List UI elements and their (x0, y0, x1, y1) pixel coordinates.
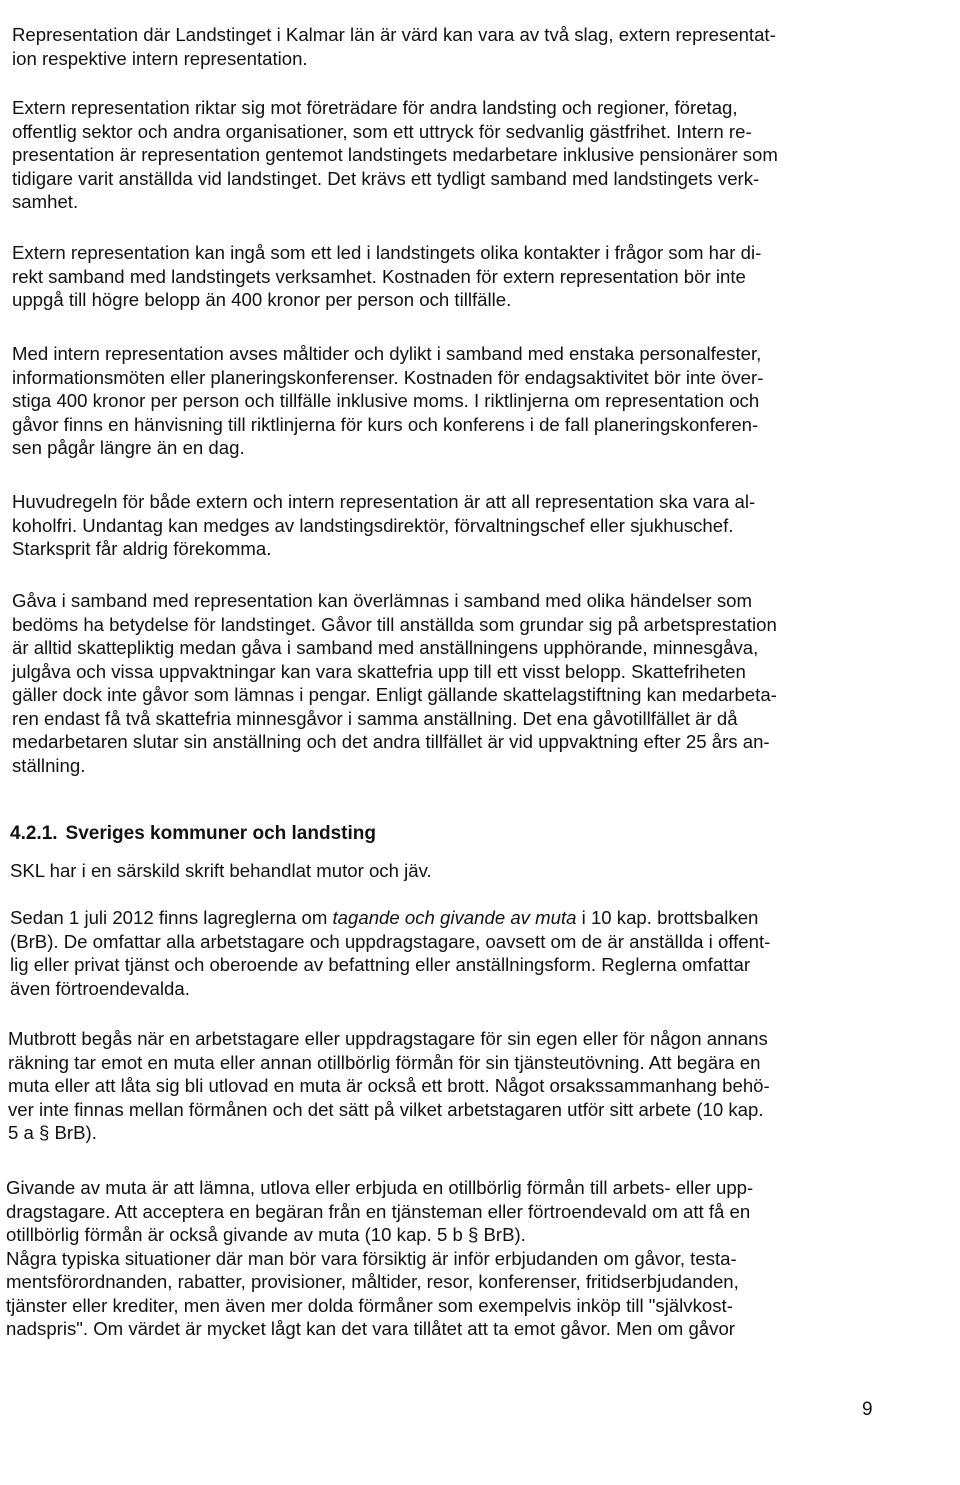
paragraph-intern-representation (12, 342, 902, 460)
text-line: ställning. (12, 754, 86, 776)
text-line: (BrB). De omfattar alla arbetstagare och uppdragstagare, oavsett om de är anställda i offent- (10, 930, 771, 952)
text-line: Med intern representation avses måltider och dylikt i samband med enstaka personalfester, (12, 343, 762, 364)
text-line: koholfri. Undantag kan medges av landstingsdirektör, förvaltningschef eller sjukhuschef. (12, 514, 734, 536)
text-line: bedöms ha betydelse för landstinget. Gåvor till anställda som grundar sig på arbetsprestation (12, 613, 777, 635)
text-line: ren endast få två skattefria minnesgåvor i samma anställning. Det ena gåvotillfället är då (12, 707, 738, 729)
text-line-mixed (10, 906, 900, 930)
text-line: gäller dock inte gåvor som lämnas i pengar. Enligt gällande skattelagstiftning kan medarbeta- (12, 684, 777, 705)
text-line: dragstagare. Att acceptera en begäran från en tjänsteman eller förtroendevald om att få en (6, 1200, 751, 1222)
text-line: medarbetaren slutar sin anställning och det andra tillfället är vid uppvaktning efter 25 års an- (12, 731, 770, 752)
text-line: är alltid skattepliktig medan gåva i samband med anställningens upphörande, minnesgåva, (12, 637, 759, 658)
paragraph-gifts (12, 589, 902, 777)
text-line: nadspris". Om värdet är mycket lågt kan det vara tillåtet att ta emot gåvor. Men om gåvor (6, 1318, 735, 1339)
section-number: 4.2.1. (10, 823, 58, 844)
paragraph-mutbrott (8, 1027, 898, 1145)
text-line: offentlig sektor och andra organisationer, som ett uttryck för sedvanlig gästfrihet. Intern re- (12, 120, 752, 142)
paragraph-representation-types (12, 23, 902, 70)
paragraph-skl (10, 859, 900, 883)
section-title: Sveriges kommuner och landsting (65, 823, 376, 844)
text-line: tjänster eller krediter, men även mer dolda förmåner som exempelvis inköp till "självkost- (6, 1294, 733, 1316)
paragraph-extern-cost (12, 241, 902, 312)
text-line: Några typiska situationer där man bör vara försiktig är inför erbjudanden om gåvor, testa- (6, 1247, 737, 1269)
text-line: Extern representation riktar sig mot företrädare för andra landsting och regioner, företag, (12, 97, 738, 118)
text-line: Representation där Landstinget i Kalmar län är värd kan vara av två slag, extern representat- (12, 24, 776, 45)
text-segment: i 10 kap. brottsbalken (576, 907, 759, 928)
text-line: Huvudregeln för både extern och intern representation är att all representation ska vara al- (12, 491, 756, 512)
text-line: även förtroendevalda. (10, 977, 190, 999)
text-line: Gåva i samband med representation kan överlämnas i samband med olika händelser som (12, 590, 753, 611)
text-line: mentsförordnanden, rabatter, provisioner, måltider, resor, konferenser, fritidserbjudanden, (6, 1271, 739, 1292)
text-line: tidigare varit anställda vid landstinget. Det krävs ett tydligt samband med landstingets verk- (12, 167, 760, 189)
text-line: ver inte finnas mellan förmånen och det sätt på vilket arbetstagaren utför sitt arbete (10 kap. (8, 1098, 764, 1120)
text-line: uppgå till högre belopp än 400 kronor per person och tillfälle. (12, 289, 512, 310)
text-line: julgåva och vissa uppvaktningar kan vara skattefria upp till ett visst belopp. Skattefriheten (12, 660, 746, 682)
text-line: Givande av muta är att lämna, utlova eller erbjuda en otillbörlig förmån till arbets- eller upp- (6, 1177, 754, 1198)
text-segment: Sedan 1 juli 2012 finns lagreglerna om (10, 907, 333, 928)
paragraph-extern-intern-definition (12, 96, 902, 214)
text-line: samhet. (12, 191, 79, 212)
section-heading (10, 822, 376, 846)
text-line: otillbörlig förmån är också givande av muta (10 kap. 5 b § BrB). (6, 1224, 526, 1245)
text-line: informationsmöten eller planeringskonferenser. Kostnaden för endagsaktivitet bör inte över- (12, 366, 764, 388)
text-line: Extern representation kan ingå som ett led i landstingets olika kontakter i frågor som har di- (12, 242, 762, 263)
text-line: räkning tar emot en muta eller annan otillbörlig förmån för sin tjänsteutövning. Att begära en (8, 1051, 761, 1073)
paragraph-alcohol-rule (12, 490, 902, 561)
page-number: 9 (862, 1399, 873, 1420)
text-line: SKL har i en särskild skrift behandlat mutor och jäv. (10, 860, 432, 881)
paragraph-bribery-law (10, 906, 900, 1000)
text-line: ion respektive intern representation. (12, 47, 308, 69)
text-line: lig eller privat tjänst och oberoende av befattning eller anställningsform. Reglerna omfattar (10, 954, 751, 975)
text-line: rekt samband med landstingets verksamhet. Kostnaden för extern representation bör inte (12, 265, 746, 287)
text-line: Mutbrott begås när en arbetstagare eller uppdragstagare för sin egen eller för någon annans (8, 1028, 768, 1049)
text-line: presentation är representation gentemot landstingets medarbetare inklusive pensionärer som (12, 144, 778, 165)
italic-phrase: tagande och givande av muta (332, 907, 577, 928)
text-line: muta eller att låta sig bli utlovad en muta är också ett brott. Något orsakssammanhang behö- (8, 1075, 770, 1096)
text-line: gåvor finns en hänvisning till riktlinjerna för kurs och konferens i de fall planeringskonferen- (12, 413, 759, 435)
text-line: Starksprit får aldrig förekomma. (12, 538, 272, 559)
text-line: sen pågår längre än en dag. (12, 437, 245, 458)
text-line: 5 a § BrB). (8, 1122, 97, 1143)
text-line: stiga 400 kronor per person och tillfälle inklusive moms. I riktlinjerna om representation och (12, 390, 760, 411)
paragraph-givande-av-muta (6, 1176, 896, 1341)
